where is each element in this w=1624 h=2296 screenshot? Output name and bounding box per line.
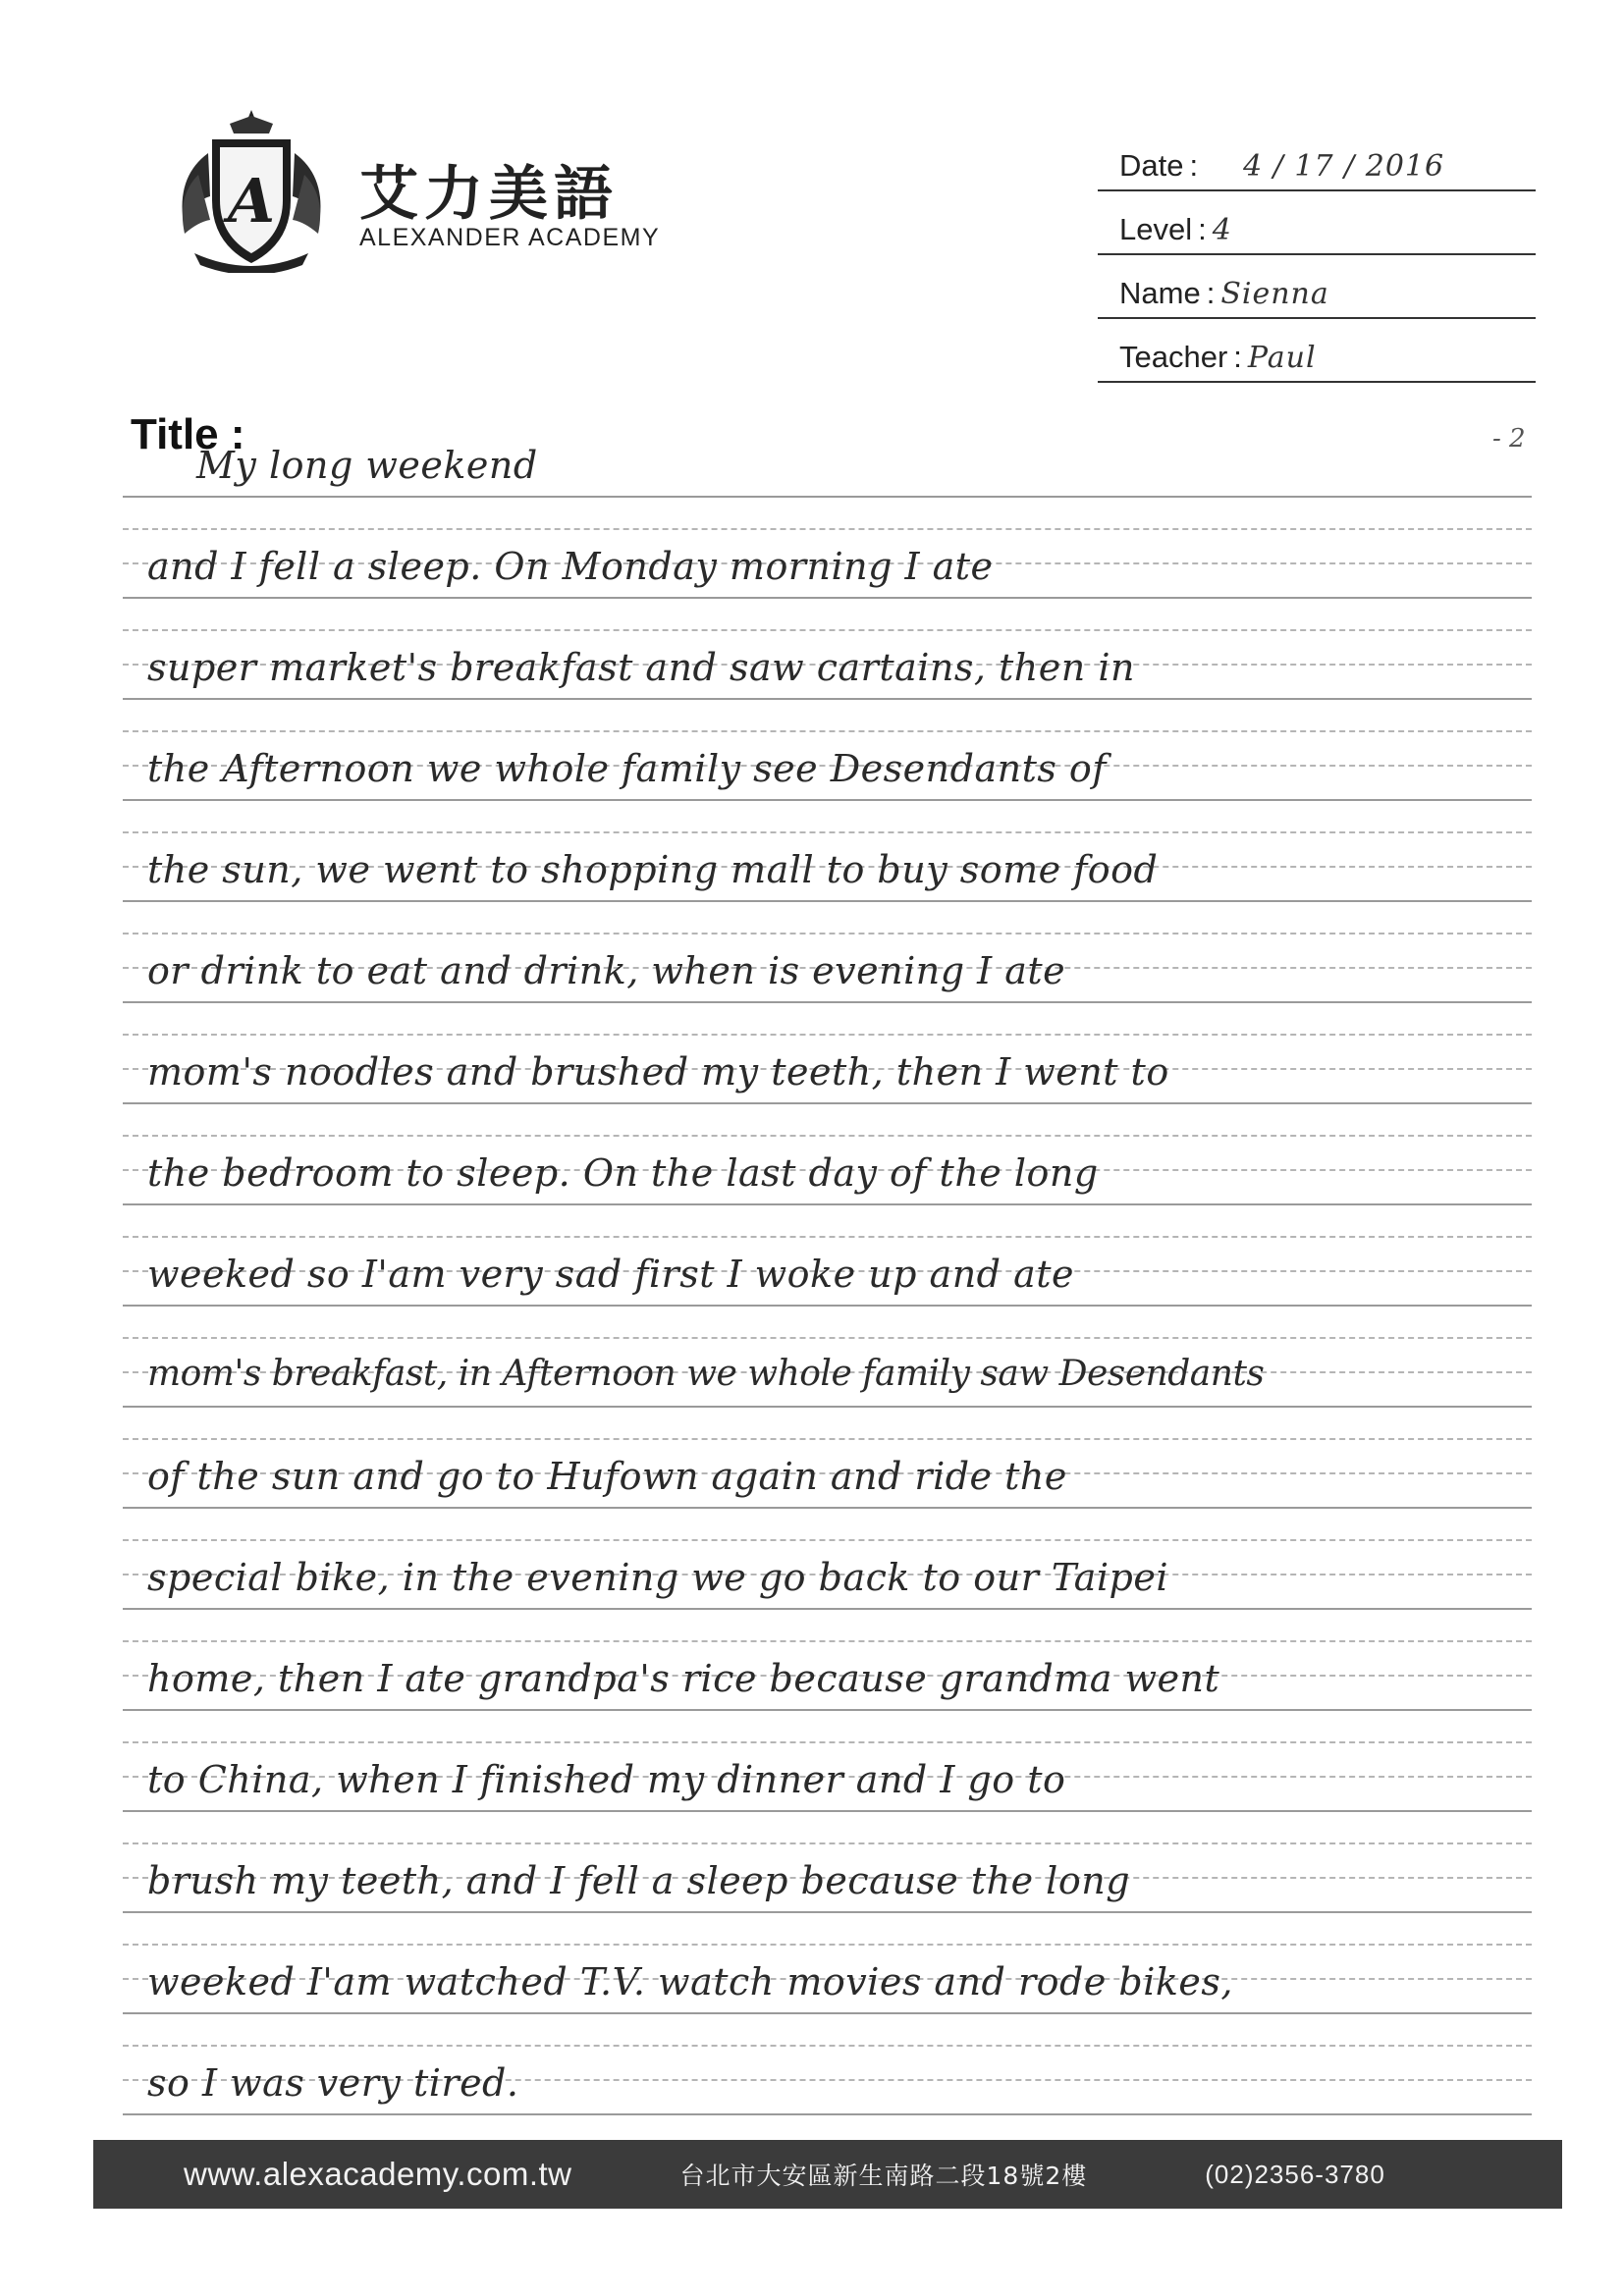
essay-line: of the sun and go to Hufown again and ride the <box>147 1455 1067 1498</box>
level-row <box>1098 191 1536 255</box>
name-colon: : <box>1206 276 1216 310</box>
level-value: 4 <box>1212 213 1232 247</box>
brand-english-name: ALEXANDER ACADEMY <box>359 224 661 251</box>
ruled-guide-line <box>123 629 1532 631</box>
essay-line: the Afternoon we whole family see Desendants of <box>147 747 1107 790</box>
ruled-baseline <box>123 1406 1532 1408</box>
ruled-guide-line <box>123 1640 1532 1642</box>
essay-line: or drink to eat and drink, when is evening I ate <box>147 949 1066 992</box>
essay-line: brush my teeth, and I fell a sleep because the long <box>147 1859 1131 1902</box>
ruled-guide-line <box>123 1337 1532 1339</box>
essay-line: the sun, we went to shopping mall to buy some food <box>147 848 1159 891</box>
footer-website: www.alexacademy.com.tw <box>184 2156 572 2192</box>
date-label: Date <box>1119 148 1184 183</box>
ruled-baseline <box>123 496 1532 498</box>
name-value: Sienna <box>1220 277 1329 311</box>
ruled-guide-line <box>123 1741 1532 1743</box>
footer-bar <box>93 2140 1562 2209</box>
teacher-colon: : <box>1233 340 1242 374</box>
date-row <box>1098 128 1536 191</box>
ruled-baseline <box>123 1911 1532 1913</box>
ruled-guide-line <box>123 1842 1532 1844</box>
ruled-guide-line <box>123 933 1532 934</box>
essay-line: home, then I ate grandpa's rice because grandma went <box>147 1657 1220 1700</box>
essay-line: mom's breakfast, in Afternoon we whole family saw Desendants <box>147 1354 1265 1394</box>
ruled-baseline <box>123 1001 1532 1003</box>
title-label: Title : <box>131 410 245 458</box>
level-label: Level <box>1119 212 1193 246</box>
ruled-baseline <box>123 1102 1532 1104</box>
essay-line: the bedroom to sleep. On the last day of the long <box>147 1151 1099 1195</box>
essay-line: super market's breakfast and saw cartains, then in <box>147 646 1135 689</box>
ruled-guide-line <box>123 730 1532 732</box>
brand-chinese-name: 艾力美語 <box>359 160 619 229</box>
essay-line: weeked so I'am very sad first I woke up and ate <box>147 1253 1074 1296</box>
teacher-label: Teacher <box>1119 340 1228 374</box>
ruled-baseline <box>123 1305 1532 1307</box>
ruled-guide-line <box>123 1539 1532 1541</box>
essay-line: mom's noodles and brushed my teeth, then I went to <box>147 1050 1169 1094</box>
name-row <box>1098 255 1536 319</box>
essay-line: weeked I'am watched T.V. watch movies and rode bikes, <box>147 1960 1233 2003</box>
ruled-baseline <box>123 1203 1532 1205</box>
date-value: 4 / 17 / 2016 <box>1243 149 1445 184</box>
teacher-row <box>1098 319 1536 383</box>
ruled-baseline <box>123 2012 1532 2014</box>
academy-crest-logo <box>169 106 334 273</box>
ruled-baseline <box>123 1709 1532 1711</box>
footer-phone: (02)2356-3780 <box>1205 2159 1385 2189</box>
ruled-guide-line <box>123 1236 1532 1238</box>
essay-line: special bike, in the evening we go back to our Taipei <box>147 1556 1168 1599</box>
svg-text:A: A <box>227 165 276 237</box>
ruled-baseline <box>123 2113 1532 2115</box>
teacher-value: Paul <box>1247 341 1317 375</box>
level-colon: : <box>1198 212 1207 246</box>
ruled-baseline <box>123 1608 1532 1610</box>
ruled-guide-line <box>123 1135 1532 1137</box>
essay-title: My long weekend <box>196 444 538 487</box>
ruled-baseline <box>123 698 1532 700</box>
ruled-guide-line <box>123 831 1532 833</box>
ruled-guide-line <box>123 1438 1532 1440</box>
page-number-mark: - 2 <box>1492 424 1526 454</box>
date-colon: : <box>1189 148 1199 183</box>
ruled-baseline <box>123 597 1532 599</box>
student-info-block <box>1098 128 1536 383</box>
ruled-guide-line <box>123 1034 1532 1036</box>
ruled-baseline <box>123 1810 1532 1812</box>
ruled-baseline <box>123 1507 1532 1509</box>
ruled-guide-line <box>123 528 1532 530</box>
essay-line: to China, when I finished my dinner and I go to <box>147 1758 1066 1801</box>
ruled-baseline <box>123 799 1532 801</box>
essay-line: so I was very tired. <box>147 2061 519 2105</box>
ruled-baseline <box>123 900 1532 902</box>
footer-address: 台北市大安區新生南路二段18號2樓 <box>679 2162 1088 2190</box>
ruled-guide-line <box>123 2045 1532 2047</box>
name-label: Name <box>1119 276 1201 310</box>
essay-line: and I fell a sleep. On Monday morning I ate <box>147 545 994 588</box>
ruled-guide-line <box>123 1944 1532 1946</box>
